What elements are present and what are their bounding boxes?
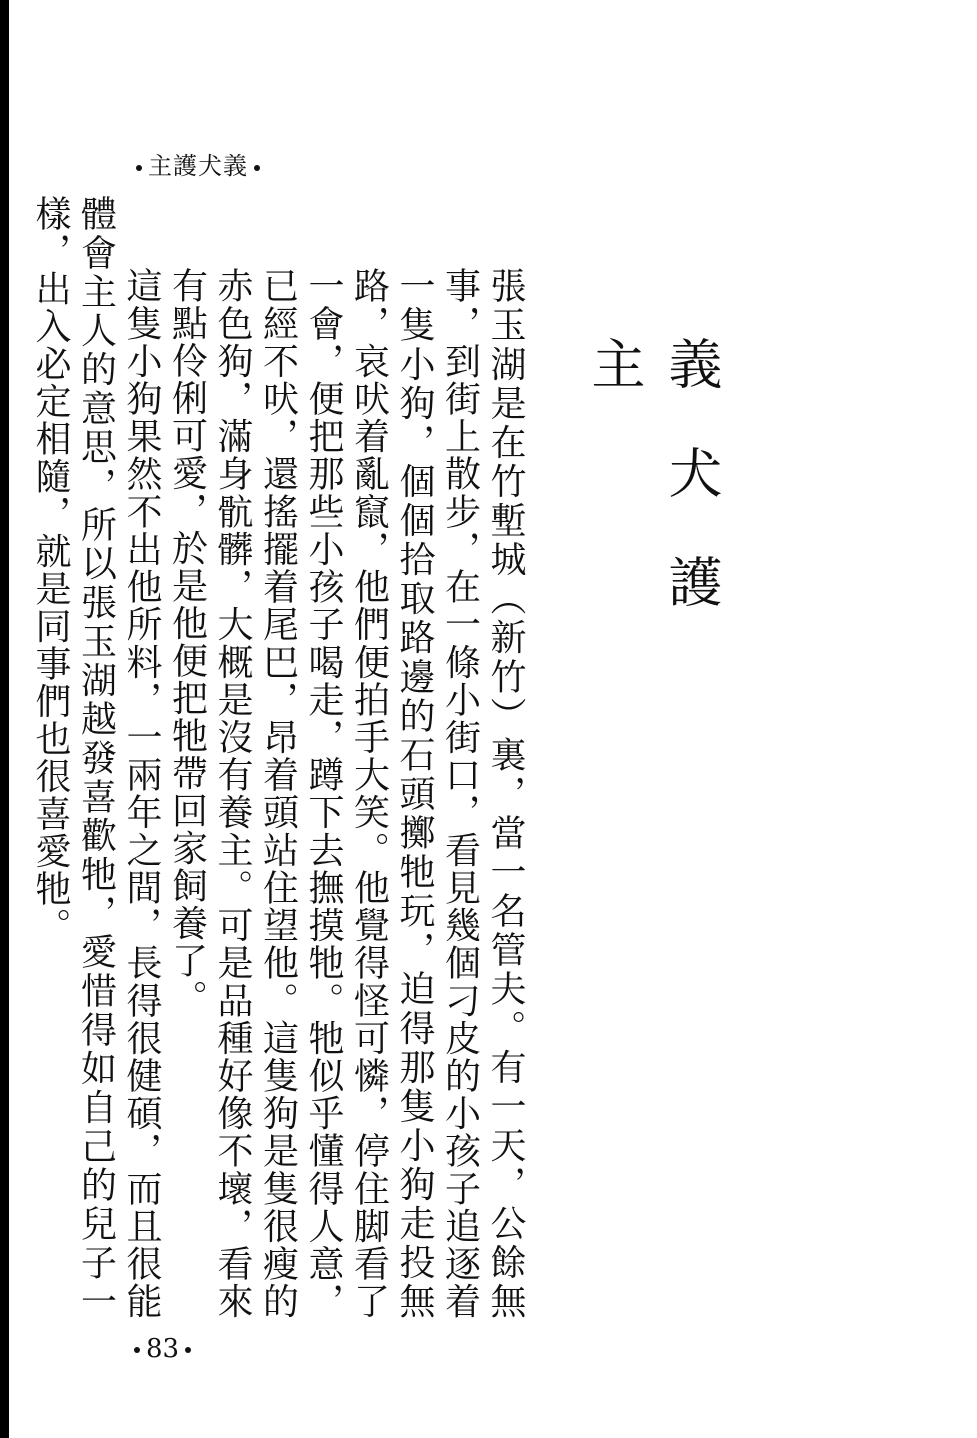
page-edge bbox=[0, 0, 9, 1438]
folio-dot-left bbox=[134, 1347, 140, 1353]
folio-dot-right bbox=[185, 1347, 191, 1353]
paragraph-2: 這隻小狗果然不出他所料，一兩年之間，長得很健碩，而且很能體會主人的意思，所以張玉湖越發喜歡牠，愛惜得如自己的兒子一樣，出入必定相隨，就是同事們也很喜愛牠。 bbox=[30, 195, 162, 1320]
running-title: 主護犬義 bbox=[148, 152, 248, 180]
bullet-dot-left bbox=[136, 165, 142, 171]
bullet-dot-right bbox=[254, 165, 260, 171]
running-head bbox=[130, 146, 266, 181]
paragraph-1: 張玉湖是在竹塹城（新竹）裏，當一名管夫。有一天，公餘無事，到街上散步，在一條小街口，看見幾個刁皮的小孩子追逐着一隻小狗，個個拾取路邊的石頭擲牠玩，迫得那隻小狗走投無路，哀吠着亂竄，他們便拍手大笑。他覺得怪可憐，停住脚看了一會，便把那些小孩子喝走，蹲下去撫摸牠。牠似乎懂得人意，已經不吠，還搖擺着尾巴，昂着頭站住望他。這隻狗是隻很瘦的赤色狗，滿身骯髒，大概是沒有養主。可是品種好像不壞，看來有點伶俐可愛，於是他便把牠帶回家飼養了。 bbox=[166, 267, 526, 1320]
chapter-title: 義犬護主 bbox=[583, 336, 723, 663]
body-text bbox=[30, 195, 528, 1320]
page-number bbox=[128, 1334, 197, 1364]
page-number-value: 83 bbox=[146, 1334, 180, 1364]
